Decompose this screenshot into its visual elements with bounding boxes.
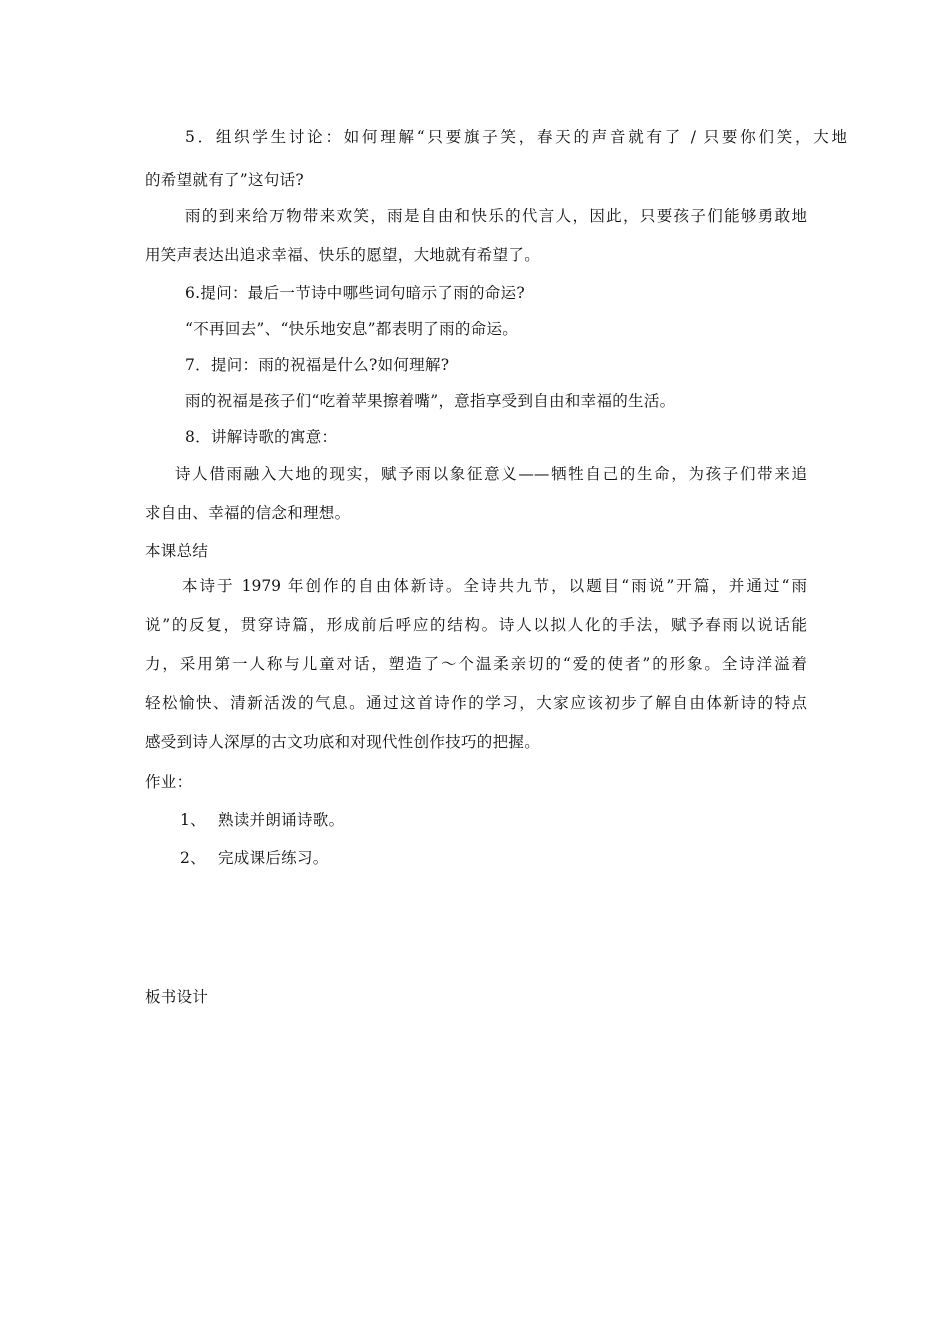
question-5-line-1: 5．组织学生讨论：如何理解“只要旗子笑，春天的声音就有了 / 只要你们笑，大地 — [185, 128, 847, 146]
answer-8-line-1: 诗人借雨融入大地的现实，赋予雨以象征意义——牺牲自己的生命，为孩子们带来追 — [175, 465, 807, 483]
homework-item-1 — [180, 810, 344, 830]
answer-7: 雨的祝福是孩子们“吃着苹果擦着嘴”，意指享受到自由和幸福的生活。 — [185, 392, 676, 410]
homework-item-number: 2、 — [180, 849, 206, 867]
answer-5-line-2: 用笑声表达出追求幸福、快乐的愿望，大地就有希望了。 — [145, 246, 541, 264]
board-design-heading: 板书设计 — [145, 988, 209, 1006]
summary-line-2: 说”的反复，贯穿诗篇，形成前后呼应的结构。诗人以拟人化的手法，赋予春雨以说话能 — [145, 616, 807, 634]
homework-heading: 作业： — [145, 773, 193, 791]
answer-5-line-1: 雨的到来给万物带来欢笑，雨是自由和快乐的代言人，因此，只要孩子们能够勇敢地 — [185, 207, 807, 225]
question-6: 6.提问：最后一节诗中哪些词句暗示了雨的命运? — [185, 284, 525, 302]
homework-item-text: 熟读并朗诵诗歌。 — [217, 811, 345, 829]
answer-8-line-2: 求自由、幸福的信念和理想。 — [145, 504, 351, 522]
homework-item-2 — [180, 848, 329, 868]
homework-item-number: 1、 — [180, 811, 206, 829]
answer-6: “不再回去”、“快乐地安息”都表明了雨的命运。 — [185, 320, 519, 338]
homework-item-text: 完成课后练习。 — [217, 849, 329, 867]
question-5-line-2: 的希望就有了”这句话? — [145, 171, 305, 189]
question-7: 7．提问：雨的祝福是什么?如何理解? — [185, 356, 450, 374]
summary-line-5: 感受到诗人深厚的古文功底和对现代性创作技巧的把握。 — [145, 733, 541, 751]
summary-heading: 本课总结 — [145, 542, 209, 560]
summary-line-1: 本诗于 1979 年创作的自由体新诗。全诗共九节，以题目“雨说”开篇，并通过“雨 — [182, 577, 807, 595]
summary-line-3: 力，采用第一人称与儿童对话，塑造了～个温柔亲切的“爱的使者”的形象。全诗洋溢着 — [145, 655, 807, 673]
summary-line-4: 轻松愉快、清新活泼的气息。通过这首诗作的学习，大家应该初步了解自由体新诗的特点 — [145, 694, 807, 712]
question-8: 8．讲解诗歌的寓意： — [185, 428, 338, 446]
